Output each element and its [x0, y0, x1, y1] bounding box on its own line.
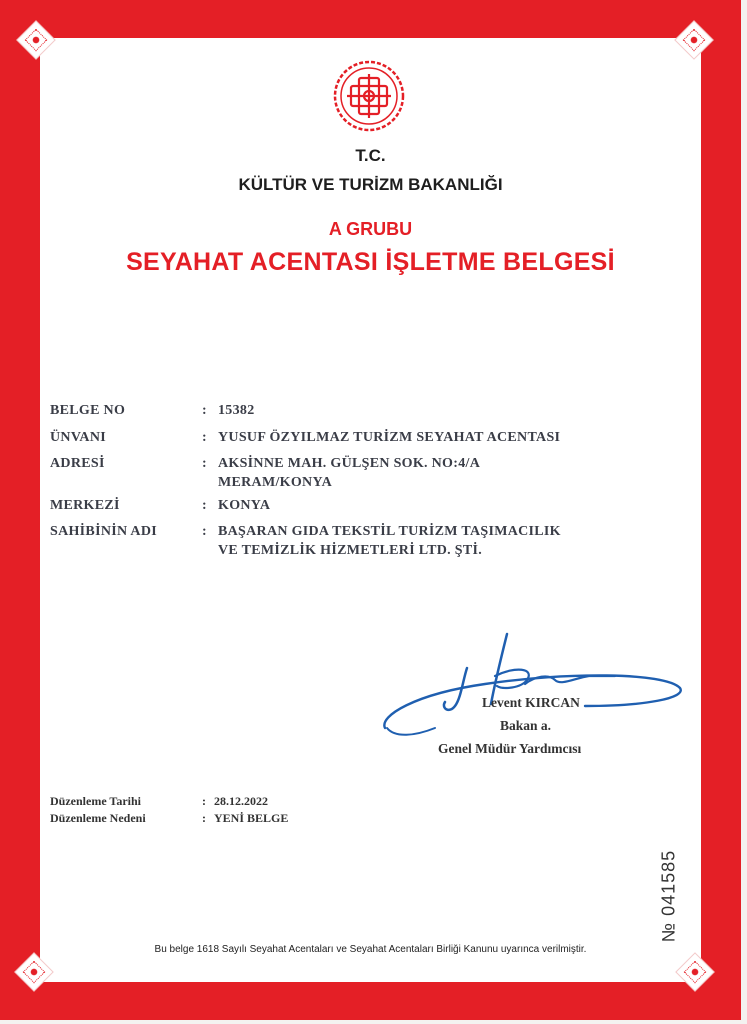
field-value: BAŞARAN GIDA TEKSTİL TURİZM TAŞIMACILIK	[218, 524, 561, 539]
ministry-emblem-icon	[333, 60, 405, 132]
serial-number: № 041585	[658, 849, 679, 943]
field-value: AKSİNNE MAH. GÜLŞEN SOK. NO:4/A	[218, 456, 481, 471]
issue-date-label: Düzenleme Tarihi	[50, 794, 142, 808]
legal-footer: Bu belge 1618 Sayılı Seyahat Acentaları ve Seyahat Acentaları Birliği Kanunu uyarınca verilmiştir.	[154, 944, 587, 955]
field-value-line2: MERAM/KONYA	[218, 475, 333, 490]
field-label: BELGE NO	[50, 403, 126, 418]
ministry-name: KÜLTÜR VE TURİZM BAKANLIĞI	[238, 175, 503, 194]
field-label: SAHİBİNİN ADI	[50, 524, 157, 539]
issue-reason-label: Düzenleme Nedeni	[50, 811, 146, 825]
field-label: ADRESİ	[50, 456, 105, 471]
group-label: A GRUBU	[328, 219, 413, 239]
signatory-title: Genel Müdür Yardımcısı	[438, 741, 582, 756]
certificate-frame: T.C. KÜLTÜR VE TURİZM BAKANLIĞI A GRUBU SEYAHAT ACENTASI İŞLETME BELGESİ BELGE NO : 15382 ÜNVANI : YUSUF ÖZYILMAZ TURİZM SEYAHAT ACENTASI ADRESİ : AKSİNNE MAH. GÜLŞEN SOK. NO:4/A MERAM/KONYA MERKEZİ : KONYA SAHİBİNİN ADI : BAŞARAN GIDA TEKSTİL TURİZM TAŞIMACILIK VE TEMİZLİK HİZMETLERİ LTD. ŞTİ. Levent KIRCAN Bakan a. Genel Müdür Yardımcısı Düzenleme Tarihi : 28.12.2022 Düzenleme Nedeni : YENİ BELGE № 041585 Bu belge 1618 Sayılı Seyahat Acentaları ve Seyahat Acentaları Birliği Kanunu uyarınca verilmiştir.	[0, 0, 741, 1020]
signatory-name: Levent KIRCAN	[482, 695, 580, 710]
state-abbreviation: T.C.	[355, 146, 386, 165]
issue-reason-value: YENİ BELGE	[214, 811, 289, 825]
issue-date-value: 28.12.2022	[214, 794, 268, 808]
field-value: YUSUF ÖZYILMAZ TURİZM SEYAHAT ACENTASI	[218, 430, 561, 445]
certificate-title: SEYAHAT ACENTASI İŞLETME BELGESİ	[126, 248, 615, 276]
field-label: ÜNVANI	[50, 430, 106, 445]
field-value-line2: VE TEMİZLİK HİZMETLERİ LTD. ŞTİ.	[218, 543, 483, 558]
signatory-role: Bakan a.	[500, 718, 552, 733]
field-label: MERKEZİ	[50, 498, 120, 513]
field-value: KONYA	[218, 498, 271, 513]
field-value: 15382	[218, 403, 255, 418]
